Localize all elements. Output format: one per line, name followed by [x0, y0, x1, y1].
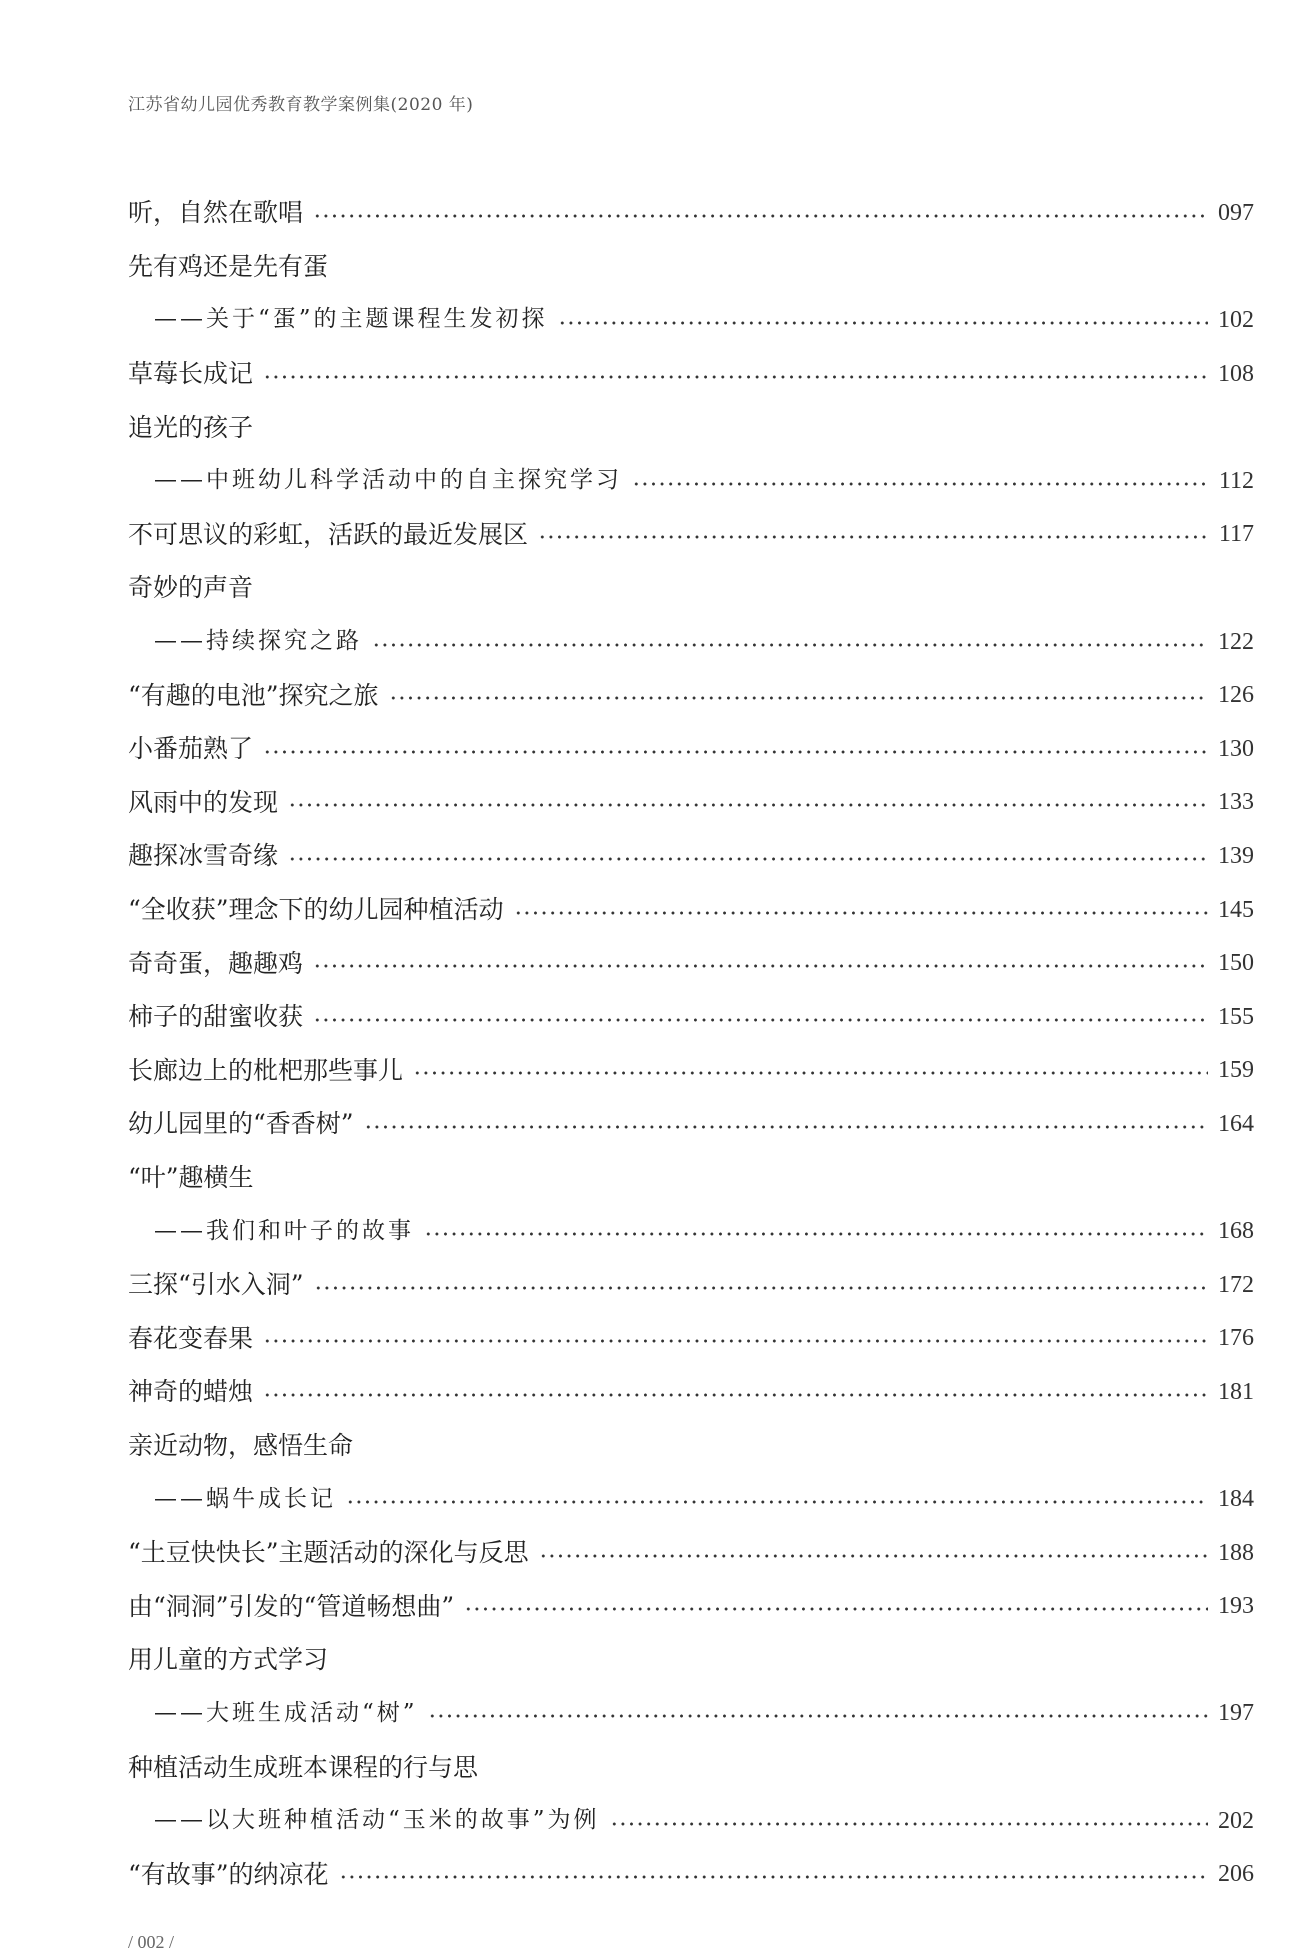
toc-entry[interactable]	[128, 668, 1254, 722]
toc-subentry[interactable]	[128, 1472, 1254, 1526]
toc-entry-page: 126	[1218, 682, 1254, 709]
toc-entry-page: 133	[1218, 789, 1254, 816]
dot-leader	[263, 750, 1208, 754]
dot-leader	[263, 1393, 1208, 1397]
toc-entry-page: 172	[1218, 1271, 1254, 1298]
toc-entry-title: 神奇的蜡烛	[128, 1377, 254, 1407]
toc-entry[interactable]	[128, 347, 1254, 401]
toc-entry-title: 种植活动生成班本课程的行与思	[128, 1752, 479, 1782]
toc-entry-page: 112	[1218, 467, 1254, 494]
toc-entry-title: 听，自然在歌唱	[128, 198, 304, 228]
dot-leader	[558, 321, 1208, 325]
toc-entry-title: 春花变春果	[128, 1323, 254, 1353]
toc-entry-page: 102	[1218, 306, 1254, 333]
toc-entry-title: 亲近动物，感悟生命	[128, 1430, 354, 1460]
toc-entry[interactable]	[128, 1097, 1254, 1151]
toc-entry-title: “有趣的电池”探究之旅	[128, 680, 379, 710]
toc-entry[interactable]	[128, 508, 1254, 562]
toc-entry-page: 164	[1218, 1110, 1254, 1137]
toc-entry-page: 197	[1218, 1700, 1254, 1727]
toc-subentry[interactable]	[128, 454, 1254, 508]
dot-leader	[313, 964, 1208, 968]
toc-subentry[interactable]	[128, 1204, 1254, 1258]
toc-entry-title: 三探“引水入洞”	[128, 1270, 304, 1300]
toc-entry-page: 181	[1218, 1378, 1254, 1405]
toc-entry-page: 097	[1218, 199, 1254, 226]
toc-entry-page: 176	[1218, 1325, 1254, 1352]
toc-entry[interactable]	[128, 1311, 1254, 1365]
toc-entry-title: “全收获”理念下的幼儿园种植活动	[128, 895, 504, 925]
toc-entry[interactable]	[128, 561, 1254, 615]
toc-entry-page: 108	[1218, 360, 1254, 387]
dot-leader	[339, 1875, 1208, 1879]
toc-entry[interactable]	[128, 1151, 1254, 1205]
toc-entry-title: 小番茄熟了	[128, 734, 254, 764]
dot-leader	[428, 1714, 1208, 1718]
dot-leader	[424, 1232, 1208, 1236]
toc-entry[interactable]	[128, 776, 1254, 830]
toc-entry-title: “有故事”的纳凉花	[128, 1859, 329, 1889]
toc-entry-page: 184	[1218, 1486, 1254, 1513]
toc-subentry[interactable]	[128, 293, 1254, 347]
dot-leader	[313, 214, 1208, 218]
toc-subentry[interactable]	[128, 1687, 1254, 1741]
toc-entry[interactable]	[128, 240, 1254, 294]
toc-subentry-title: ——持续探究之路	[154, 628, 362, 655]
toc-entry[interactable]	[128, 990, 1254, 1044]
toc-entry-page: 139	[1218, 842, 1254, 869]
toc-entry-title: 先有鸡还是先有蛋	[128, 251, 329, 281]
dot-leader	[610, 1822, 1208, 1826]
dot-leader	[288, 803, 1208, 807]
dot-leader	[314, 1286, 1208, 1290]
toc-entry[interactable]	[128, 1258, 1254, 1312]
toc-entry[interactable]	[128, 186, 1254, 240]
toc-entry[interactable]	[128, 400, 1254, 454]
toc-entry-title: 追光的孩子	[128, 412, 254, 442]
toc-entry[interactable]	[128, 1365, 1254, 1419]
toc-entry-page: 168	[1218, 1218, 1254, 1245]
dot-leader	[346, 1500, 1208, 1504]
page-number: / 002 /	[128, 1932, 175, 1952]
toc-subentry-title: ——中班幼儿科学活动中的自主探究学习	[154, 467, 622, 494]
toc-entry[interactable]	[128, 1579, 1254, 1633]
toc-entry[interactable]	[128, 1740, 1254, 1794]
toc-entry-title: 幼儿园里的“香香树”	[128, 1109, 354, 1139]
toc-entry-title: 草莓长成记	[128, 359, 254, 389]
toc-entry-page: 155	[1218, 1003, 1254, 1030]
toc-subentry-title: ——蜗牛成长记	[154, 1485, 336, 1512]
toc-entry-title: 用儿童的方式学习	[128, 1645, 329, 1675]
toc-entry[interactable]	[128, 883, 1254, 937]
toc-entry[interactable]	[128, 1526, 1254, 1580]
dot-leader	[288, 857, 1208, 861]
toc-entry[interactable]	[128, 1633, 1254, 1687]
toc-entry[interactable]	[128, 722, 1254, 776]
toc-entry-title: “土豆快快长”主题活动的深化与反思	[128, 1538, 529, 1568]
toc-subentry-title: ——以大班种植活动“玉米的故事”为例	[154, 1807, 600, 1834]
dot-leader	[514, 911, 1208, 915]
toc-entry[interactable]	[128, 1044, 1254, 1098]
dot-leader	[372, 643, 1208, 647]
dot-leader	[413, 1071, 1208, 1075]
toc-entry-title: 柿子的甜蜜收获	[128, 1002, 304, 1032]
toc-subentry[interactable]	[128, 615, 1254, 669]
toc-entry-page: 122	[1218, 628, 1254, 655]
dot-leader	[389, 696, 1208, 700]
toc-entry-title: 趣探冰雪奇缘	[128, 841, 279, 871]
toc-entry-title: 奇妙的声音	[128, 573, 254, 603]
toc-subentry[interactable]	[128, 1794, 1254, 1848]
table-of-contents	[128, 186, 1254, 1901]
toc-entry[interactable]	[128, 936, 1254, 990]
toc-entry-page: 202	[1218, 1807, 1254, 1834]
toc-subentry-title: ——关于“蛋”的主题课程生发初探	[154, 306, 548, 333]
dot-leader	[538, 535, 1209, 539]
toc-entry-title: “叶”趣横生	[128, 1162, 254, 1192]
toc-entry-page: 159	[1218, 1057, 1254, 1084]
toc-entry-page: 206	[1218, 1861, 1254, 1888]
dot-leader	[364, 1125, 1208, 1129]
toc-entry-title: 由“洞洞”引发的“管道畅想曲”	[128, 1591, 455, 1621]
toc-entry-page: 150	[1218, 950, 1254, 977]
running-header: 江苏省幼儿园优秀教育教学案例集(2020 年)	[128, 95, 474, 115]
toc-subentry-title: ——大班生成活动“树”	[154, 1699, 418, 1726]
toc-entry-title: 长廊边上的枇杷那些事儿	[128, 1055, 404, 1085]
toc-entry-title: 不可思议的彩虹，活跃的最近发展区	[128, 519, 529, 549]
toc-entry-page: 188	[1218, 1539, 1254, 1566]
dot-leader	[263, 375, 1208, 379]
toc-entry-title: 奇奇蛋，趣趣鸡	[128, 948, 304, 978]
toc-entry-page: 130	[1218, 735, 1254, 762]
dot-leader	[632, 482, 1209, 486]
toc-entry[interactable]	[128, 829, 1254, 883]
dot-leader	[539, 1554, 1208, 1558]
toc-entry-page: 145	[1218, 896, 1254, 923]
toc-entry[interactable]	[128, 1419, 1254, 1473]
toc-entry-title: 风雨中的发现	[128, 787, 279, 817]
toc-subentry-title: ——我们和叶子的故事	[154, 1217, 414, 1244]
toc-entry-page: 193	[1218, 1593, 1254, 1620]
toc-entry[interactable]	[128, 1847, 1254, 1901]
dot-leader	[464, 1607, 1208, 1611]
dot-leader	[313, 1018, 1208, 1022]
toc-entry-page: 117	[1218, 521, 1254, 548]
dot-leader	[263, 1339, 1208, 1343]
